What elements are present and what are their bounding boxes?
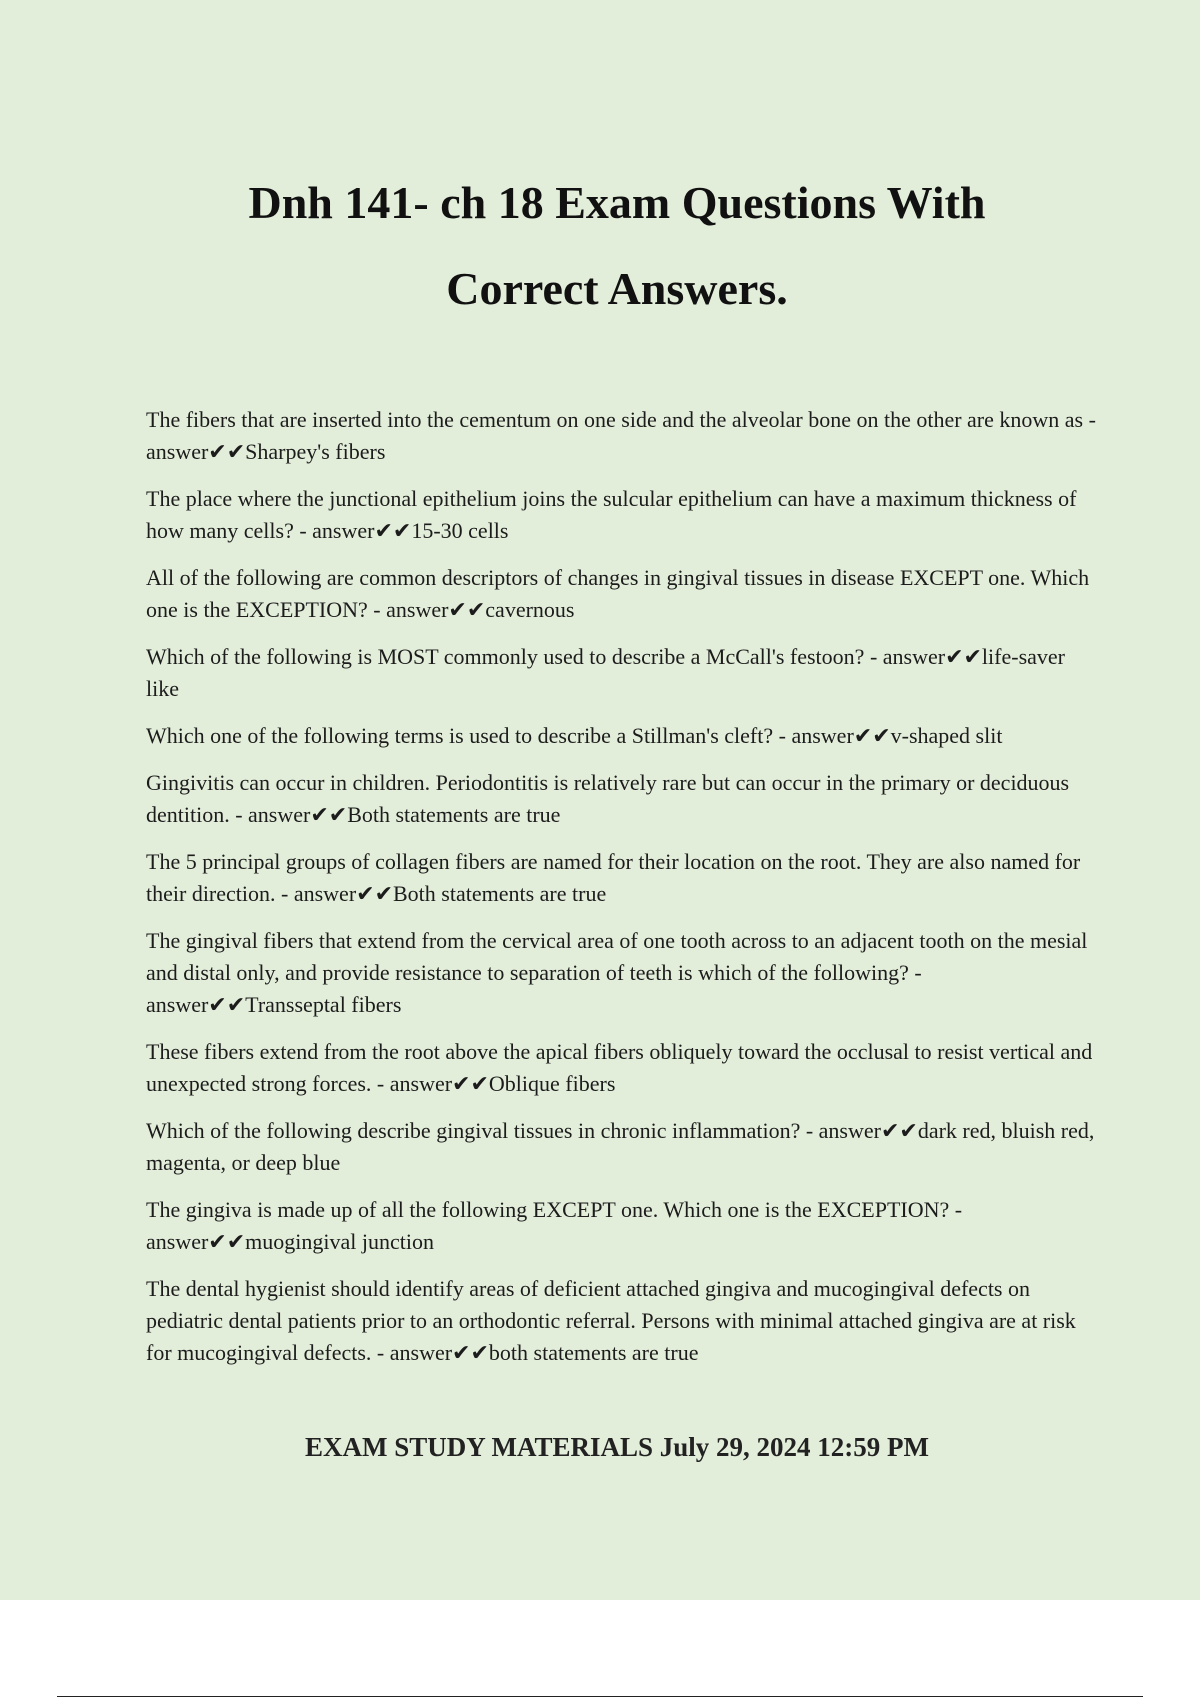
title-line-1: Dnh 141- ch 18 Exam Questions With [248, 177, 986, 228]
qa-item: These fibers extend from the root above the apical fibers obliquely toward the occlusal to resist vertical and unexpected strong forces. - answer✔✔Oblique fibers [146, 1039, 1093, 1096]
footer-study-materials: EXAM STUDY MATERIALS July 29, 2024 12:59 PM [304, 1432, 930, 1462]
qa-item: The gingival fibers that extend from the cervical area of one tooth across to an adjacent tooth on the mesial and distal only, and provide resistance to separation of teeth is which of the following? - answer✔✔Transseptal fibers [146, 928, 1088, 1017]
question-answer-list [146, 404, 1096, 1384]
qa-item: Which one of the following terms is used to describe a Stillman's cleft? - answer✔✔v-shaped slit [146, 723, 1003, 748]
qa-item: Gingivitis can occur in children. Periodontitis is relatively rare but can occur in the primary or deciduous dentition. - answer✔✔Both statements are true [146, 770, 1070, 827]
qa-item: Which of the following describe gingival tissues in chronic inflammation? - answer✔✔dark red, bluish red, magenta, or deep blue [146, 1118, 1095, 1175]
qa-item: The dental hygienist should identify areas of deficient attached gingiva and mucogingival defects on pediatric dental patients prior to an orthodontic referral. Persons with minimal attached gingiva are at risk for mucogingival defects. - answer✔✔both statements are true [146, 1276, 1076, 1365]
qa-item: Which of the following is MOST commonly used to describe a McCall's festoon? - answer✔✔life-saver like [146, 644, 1065, 701]
qa-item: The 5 principal groups of collagen fibers are named for their location on the root. They are also named for their direction. - answer✔✔Both statements are true [146, 849, 1081, 906]
bottom-divider [57, 1696, 1143, 1697]
qa-item: The place where the junctional epithelium joins the sulcular epithelium can have a maximum thickness of how many cells? - answer✔✔15-30 cells [146, 486, 1077, 543]
qa-item: All of the following are common descriptors of changes in gingival tissues in disease EXCEPT one. Which one is the EXCEPTION? - answer✔✔cavernous [146, 565, 1090, 622]
qa-item: The fibers that are inserted into the cementum on one side and the alveolar bone on the other are known as - answer✔✔Sharpey's fibers [146, 407, 1096, 464]
document-title [0, 160, 1200, 332]
qa-item: The gingiva is made up of all the following EXCEPT one. Which one is the EXCEPTION? - answer✔✔muogingival junction [146, 1197, 963, 1254]
title-line-2: Correct Answers. [446, 263, 788, 314]
